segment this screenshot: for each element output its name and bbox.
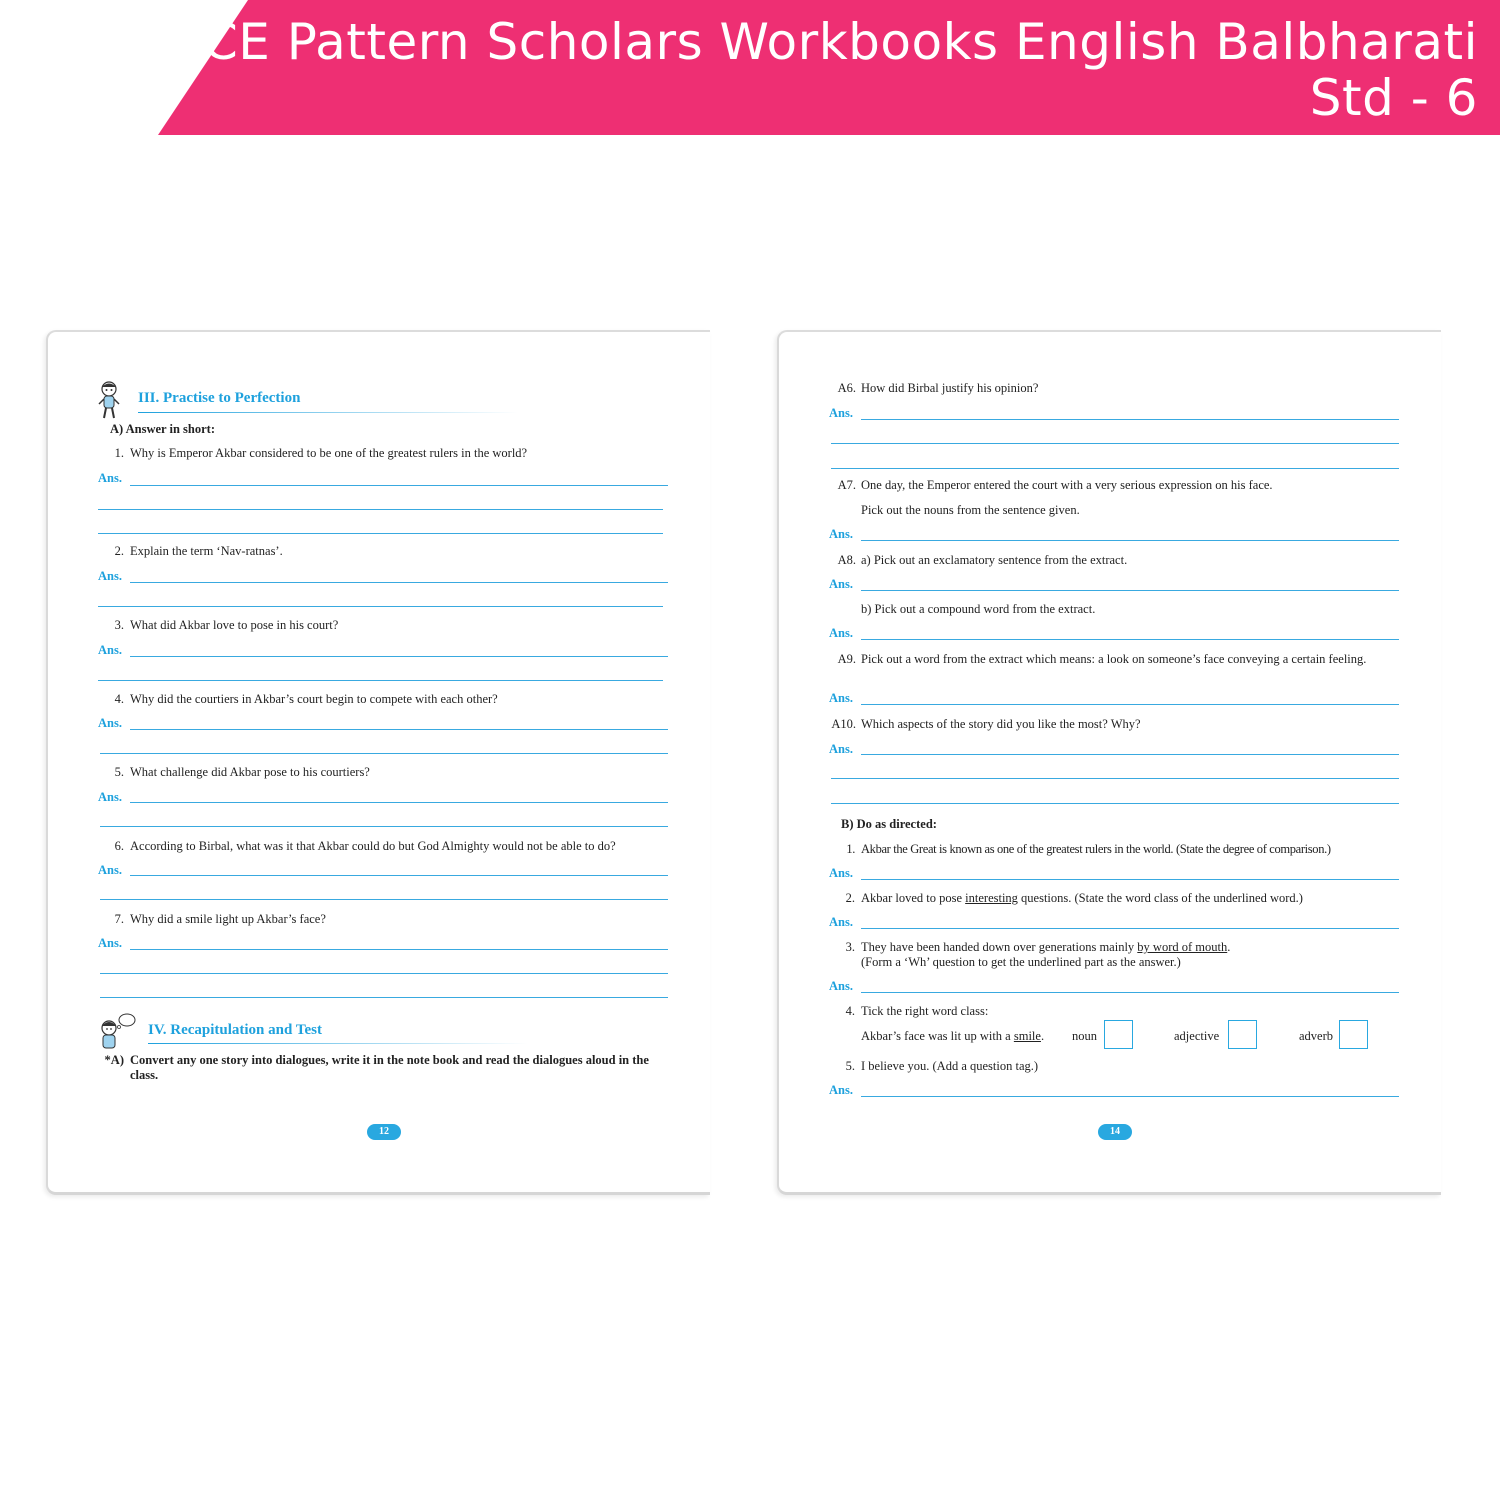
question-number: 2. (114, 544, 124, 558)
banner-title (167, 14, 1478, 126)
answer-line[interactable] (100, 753, 668, 754)
answer-line[interactable] (861, 419, 1399, 420)
thinking-boy-mascot-icon (98, 1012, 138, 1050)
question-text: Why did a smile light up Akbar’s face? (130, 912, 326, 926)
question-number: A7. (837, 478, 856, 492)
banner-title-line1: CCE Pattern Scholars Workbooks English Balbharati (167, 13, 1478, 71)
question-text-pre: Akbar loved to pose (861, 891, 966, 905)
answer-line[interactable] (861, 1096, 1399, 1097)
sentence-pre: Akbar’s face was lit up with a (861, 1029, 1014, 1043)
ans-label: Ans. (829, 527, 853, 541)
question-number: 3. (845, 940, 855, 954)
question-number: A10. (831, 717, 856, 731)
question-a8-b: b) Pick out a compound word from the extract. (861, 602, 1096, 616)
workbook-page-right (777, 330, 1441, 1195)
ans-label: Ans. (98, 863, 122, 877)
question-text: Tick the right word class: (861, 1004, 989, 1018)
answer-line[interactable] (861, 639, 1399, 640)
question-instruction: (Form a ‘Wh’ question to get the underlined part as the answer.) (861, 955, 1181, 969)
question-text: What did Akbar love to pose in his court? (130, 618, 339, 632)
question-number: 5. (114, 765, 124, 779)
section-title-practise: III. Practise to Perfection (138, 390, 301, 406)
question-text: According to Birbal, what was it that Akbar could do but God Almighty would not be able to do? (130, 839, 616, 853)
question-text: Akbar the Great is known as one of the greatest rulers in the world. (State the degree of comparison.) (861, 842, 1331, 856)
page-number-badge: 12 (367, 1124, 401, 1140)
question-text: Explain the term ‘Nav-ratnas’. (130, 544, 283, 558)
task-mark: *A) (104, 1053, 124, 1067)
question-text: How did Birbal justify his opinion? (861, 381, 1039, 395)
ans-label: Ans. (98, 569, 122, 583)
boy-mascot-icon (96, 380, 122, 420)
answer-line[interactable] (861, 754, 1399, 755)
answer-line[interactable] (861, 928, 1399, 929)
answer-line[interactable] (98, 509, 663, 510)
section-rule (148, 1043, 528, 1044)
answer-line[interactable] (861, 590, 1399, 591)
answer-line[interactable] (130, 802, 668, 803)
answer-line[interactable] (130, 582, 668, 583)
subsection-do-as-directed: B) Do as directed: (841, 817, 937, 831)
tick-box-adjective[interactable] (1228, 1020, 1257, 1049)
workbook-page-left (46, 330, 710, 1195)
answer-line[interactable] (98, 680, 663, 681)
ans-label: Ans. (829, 915, 853, 929)
tick-box-adverb[interactable] (1339, 1020, 1368, 1049)
answer-line[interactable] (130, 656, 668, 657)
question-text (861, 940, 1439, 970)
question-number: A6. (837, 381, 856, 395)
question-number: 4. (114, 692, 124, 706)
question-text (861, 891, 1439, 906)
option-adjective-label: adjective (1174, 1029, 1220, 1043)
task-text: Convert any one story into dialogues, write it in the note book and read the dialogues aloud in the class. (130, 1053, 649, 1082)
answer-line[interactable] (831, 803, 1399, 804)
ans-label: Ans. (829, 866, 853, 880)
answer-line[interactable] (100, 997, 668, 998)
banner-title-line2: Std - 6 (1309, 69, 1478, 127)
answer-line[interactable] (98, 606, 663, 607)
answer-line[interactable] (98, 533, 663, 534)
question-text-pre: They have been handed down over generations mainly (861, 940, 1138, 954)
ans-label: Ans. (829, 1083, 853, 1097)
underlined-phrase: by word of mouth (1137, 940, 1228, 954)
answer-line[interactable] (130, 875, 668, 876)
answer-line[interactable] (831, 443, 1399, 444)
sentence-post: . (1040, 1029, 1045, 1043)
answer-line[interactable] (861, 704, 1399, 705)
answer-line[interactable] (861, 879, 1399, 880)
question-text: I believe you. (Add a question tag.) (861, 1059, 1039, 1073)
question-text: Pick out a word from the extract which means: a look on someone’s face conveying a certain feeling. (861, 652, 1367, 666)
answer-line[interactable] (861, 992, 1399, 993)
section-rule (138, 412, 518, 413)
answer-line[interactable] (831, 468, 1399, 469)
question-text: One day, the Emperor entered the court with a very serious expression on his face. (861, 478, 1273, 492)
question-number: 2. (845, 891, 855, 905)
ans-label: Ans. (98, 790, 122, 804)
answer-line[interactable] (100, 826, 668, 827)
ans-label: Ans. (829, 626, 853, 640)
question-a7-instruction: Pick out the nouns from the sentence given. (861, 503, 1080, 517)
subsection-answer-in-short: A) Answer in short: (110, 422, 215, 436)
question-text: Why did the courtiers in Akbar’s court begin to compete with each other? (130, 692, 498, 706)
underlined-word: interesting (965, 891, 1018, 905)
answer-line[interactable] (130, 729, 668, 730)
question-b4-sentence (861, 1029, 1091, 1044)
ans-label: Ans. (829, 742, 853, 756)
ans-label: Ans. (98, 716, 122, 730)
question-number: 5. (845, 1059, 855, 1073)
answer-line[interactable] (100, 899, 668, 900)
section-title-recapitulation: IV. Recapitulation and Test (148, 1022, 322, 1038)
question-number: 4. (845, 1004, 855, 1018)
question-text: Which aspects of the story did you like the most? Why? (861, 717, 1141, 731)
ans-label: Ans. (829, 691, 853, 705)
option-noun-label: noun (1072, 1029, 1097, 1043)
ans-label: Ans. (829, 577, 853, 591)
answer-line[interactable] (861, 540, 1399, 541)
answer-line[interactable] (130, 949, 668, 950)
answer-line[interactable] (831, 778, 1399, 779)
question-number: A9. (837, 652, 856, 666)
ans-label: Ans. (98, 643, 122, 657)
page-number-badge: 14 (1098, 1124, 1132, 1140)
tick-box-noun[interactable] (1104, 1020, 1133, 1049)
question-text: Why is Emperor Akbar considered to be one of the greatest rulers in the world? (130, 446, 528, 460)
question-number: 3. (114, 618, 124, 632)
question-text-post: . (1227, 940, 1231, 954)
question-number: 1. (846, 842, 855, 856)
ans-label: Ans. (829, 979, 853, 993)
question-text: What challenge did Akbar pose to his courtiers? (130, 765, 370, 779)
ans-label: Ans. (829, 406, 853, 420)
question-number: 1. (114, 446, 124, 460)
question-number: 6. (114, 839, 124, 853)
question-number: A8. (837, 553, 856, 567)
underlined-word: smile (1013, 1029, 1041, 1043)
question-text-post: questions. (State the word class of the underlined word.) (1017, 891, 1303, 905)
question-number: 7. (114, 912, 124, 926)
answer-line[interactable] (130, 485, 668, 486)
option-adverb-label: adverb (1299, 1029, 1334, 1043)
ans-label: Ans. (98, 471, 122, 485)
answer-line[interactable] (100, 973, 668, 974)
question-text: a) Pick out an exclamatory sentence from the extract. (861, 553, 1128, 567)
ans-label: Ans. (98, 936, 122, 950)
